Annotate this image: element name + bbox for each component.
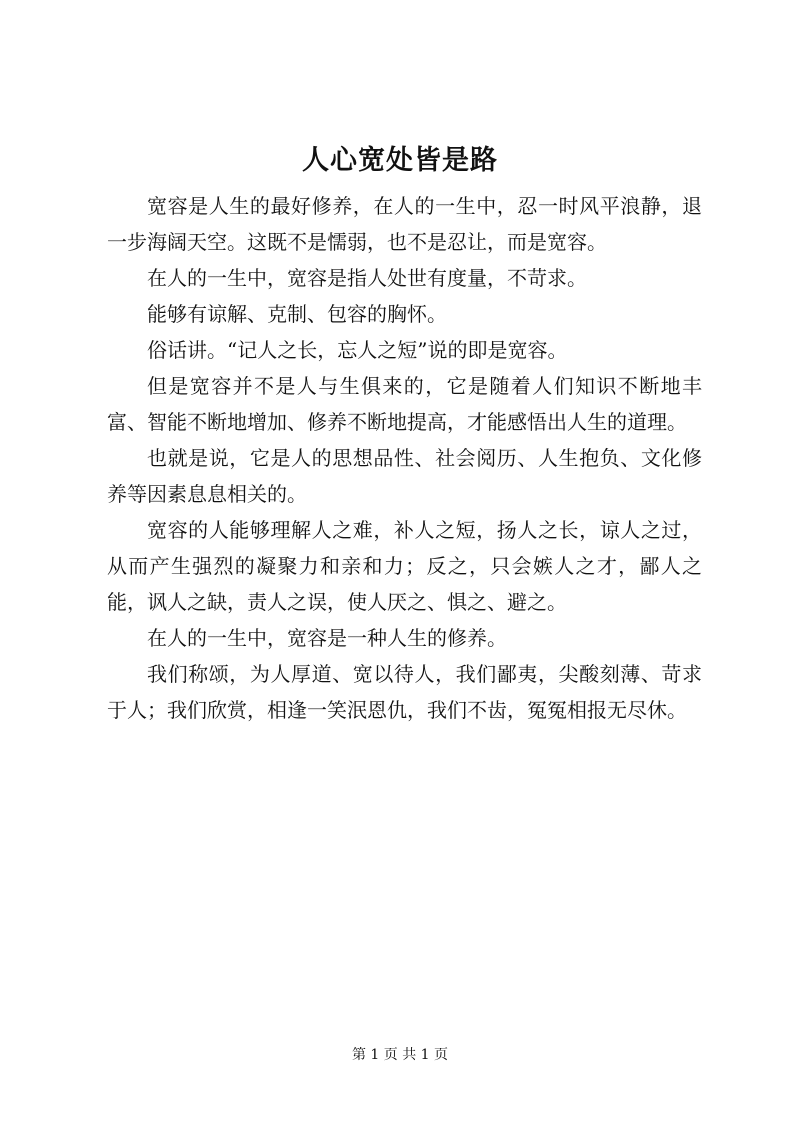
paragraph: 宽容是人生的最好修养，在人的一生中，忍一时风平浪静，退一步海阔天空。这既不是懦弱，也不是忍让，而是宽容。 [107,194,702,254]
paragraph: 在人的一生中，宽容是一种人生的修养。 [147,626,507,650]
paragraph: 俗话讲。“记人之长，忘人之短”说的即是宽容。 [147,338,568,362]
document-body [107,188,702,728]
paragraph: 我们称颂，为人厚道、宽以待人，我们鄙夷，尖酸刻薄、苛求于人；我们欣赏，相逢一笑泯恩仇，我们不齿，冤冤相报无尽休。 [107,662,702,722]
page-number-footer: 第 1 页 共 1 页 [351,1047,449,1063]
paragraph: 在人的一生中，宽容是指人处世有度量，不苛求。 [147,266,587,290]
paragraph: 但是宽容并不是人与生俱来的，它是随着人们知识不断地丰富、智能不断地增加、修养不断地提高，才能感悟出人生的道理。 [107,374,702,434]
paragraph: 也就是说，它是人的思想品性、社会阅历、人生抱负、文化修养等因素息息相关的。 [107,446,702,506]
paragraph: 宽容的人能够理解人之难，补人之短，扬人之长，谅人之过，从而产生强烈的凝聚力和亲和力；反之，只会嫉人之才，鄙人之能，讽人之缺，责人之误，使人厌之、惧之、避之。 [107,518,702,614]
document-title: 人心宽处皆是路 [302,145,498,176]
paragraph: 能够有谅解、克制、包容的胸怀。 [147,302,447,326]
